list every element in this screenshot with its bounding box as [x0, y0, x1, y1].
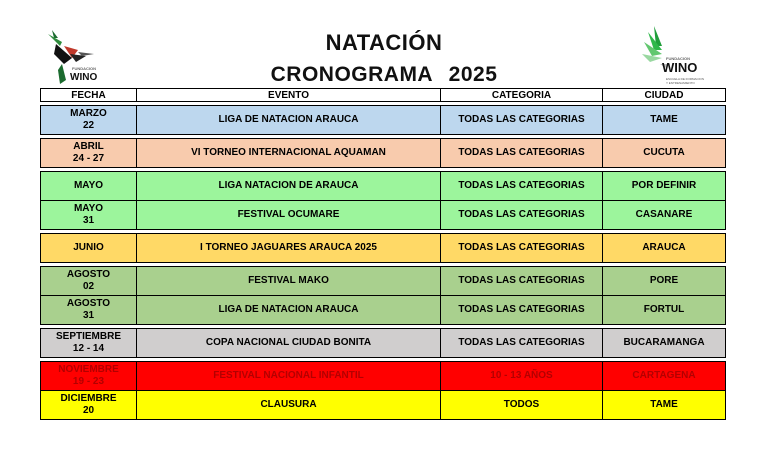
cell-fecha	[41, 139, 137, 168]
page-title-line-1: NATACIÓN	[325, 30, 443, 55]
svg-text:FUNDACION: FUNDACION	[72, 66, 96, 71]
cell-evento: COPA NACIONAL CIUDAD BONITA	[137, 329, 441, 358]
cell-categoria: TODOS	[441, 391, 603, 420]
fecha-days: 31	[82, 215, 95, 226]
cell-evento: LIGA DE NATACION ARAUCA	[137, 296, 441, 325]
cell-categoria: TODAS LAS CATEGORIAS	[441, 234, 603, 263]
cell-evento: FESTIVAL NACIONAL INFANTIL	[137, 362, 441, 391]
svg-text:ESCUELA DE FORMACION: ESCUELA DE FORMACION	[666, 77, 705, 81]
fecha-month: ABRIL	[73, 141, 104, 152]
cell-ciudad: TAME	[603, 106, 726, 135]
column-header-ciudad: CIUDAD	[603, 89, 726, 102]
cell-ciudad: CUCUTA	[603, 139, 726, 168]
cell-fecha	[41, 329, 137, 358]
fecha-month: NOVIEMBRE	[58, 364, 119, 375]
cell-categoria: TODAS LAS CATEGORIAS	[441, 172, 603, 201]
table-row	[41, 139, 726, 168]
schedule-table	[40, 88, 726, 420]
cell-ciudad: FORTUL	[603, 296, 726, 325]
fecha-days: 02	[82, 281, 95, 292]
table-row	[41, 267, 726, 296]
cell-categoria: TODAS LAS CATEGORIAS	[441, 329, 603, 358]
cell-ciudad: CASANARE	[603, 201, 726, 230]
column-header-evento: EVENTO	[137, 89, 441, 102]
fecha-days: 31	[82, 310, 95, 321]
cell-evento: FESTIVAL MAKO	[137, 267, 441, 296]
cell-ciudad: ARAUCA	[603, 234, 726, 263]
logo-left-text: WINO	[70, 72, 98, 83]
fecha-month: MAYO	[73, 180, 104, 191]
fecha-days: 22	[82, 120, 95, 131]
logo-right-text: WINO	[662, 60, 698, 75]
cell-fecha	[41, 267, 137, 296]
cell-fecha	[41, 106, 137, 135]
cell-ciudad: CARTAGENA	[603, 362, 726, 391]
cell-categoria: TODAS LAS CATEGORIAS	[441, 139, 603, 168]
cell-fecha	[41, 172, 137, 201]
table-row	[41, 106, 726, 135]
fecha-month: MAYO	[73, 203, 104, 214]
cell-evento: FESTIVAL OCUMARE	[137, 201, 441, 230]
table-row	[41, 362, 726, 391]
cell-categoria: 10 - 13 AÑOS	[441, 362, 603, 391]
cell-evento: CLAUSURA	[137, 391, 441, 420]
cell-fecha	[41, 362, 137, 391]
fecha-days: 19 - 23	[72, 376, 105, 387]
fecha-month: MARZO	[70, 108, 107, 119]
table-row	[41, 234, 726, 263]
cell-categoria: TODAS LAS CATEGORIAS	[441, 296, 603, 325]
cell-categoria: TODAS LAS CATEGORIAS	[441, 106, 603, 135]
cell-ciudad: BUCARAMANGA	[603, 329, 726, 358]
cell-evento: I TORNEO JAGUARES ARAUCA 2025	[137, 234, 441, 263]
cell-categoria: TODAS LAS CATEGORIAS	[441, 201, 603, 230]
cell-evento: LIGA DE NATACION ARAUCA	[137, 106, 441, 135]
table-row	[41, 172, 726, 201]
page-title-line-2: CRONOGRAMA 2025	[270, 63, 498, 86]
fecha-days: 12 - 14	[72, 343, 105, 354]
cell-fecha	[41, 391, 137, 420]
schedule-body	[41, 102, 726, 420]
cell-fecha	[41, 201, 137, 230]
fecha-month: AGOSTO	[66, 298, 111, 309]
cell-ciudad: PORE	[603, 267, 726, 296]
column-header-categoria: CATEGORIA	[441, 89, 603, 102]
cell-fecha	[41, 296, 137, 325]
fecha-month: AGOSTO	[66, 269, 111, 280]
table-row	[41, 329, 726, 358]
fecha-month: JUNIO	[73, 242, 104, 253]
cell-evento: VI TORNEO INTERNACIONAL AQUAMAN	[137, 139, 441, 168]
svg-text:Y ENTRENAMIENTO: Y ENTRENAMIENTO	[666, 81, 695, 85]
cell-fecha	[41, 234, 137, 263]
fecha-month: DICIEMBRE	[60, 393, 117, 404]
table-header-row	[41, 89, 726, 102]
hummingbird-logo-left	[42, 24, 110, 94]
cell-ciudad: POR DEFINIR	[603, 172, 726, 201]
fecha-days: 24 - 27	[72, 153, 105, 164]
cell-categoria: TODAS LAS CATEGORIAS	[441, 267, 603, 296]
table-row	[41, 391, 726, 420]
fecha-month: SEPTIEMBRE	[55, 331, 121, 342]
svg-text:FUNDACION: FUNDACION	[666, 56, 690, 61]
column-header-fecha: FECHA	[41, 89, 137, 102]
hummingbird-logo-right	[640, 24, 722, 88]
table-row	[41, 296, 726, 325]
cell-ciudad: TAME	[603, 391, 726, 420]
table-row	[41, 201, 726, 230]
fecha-days: 20	[82, 405, 95, 416]
cell-evento: LIGA NATACION DE ARAUCA	[137, 172, 441, 201]
